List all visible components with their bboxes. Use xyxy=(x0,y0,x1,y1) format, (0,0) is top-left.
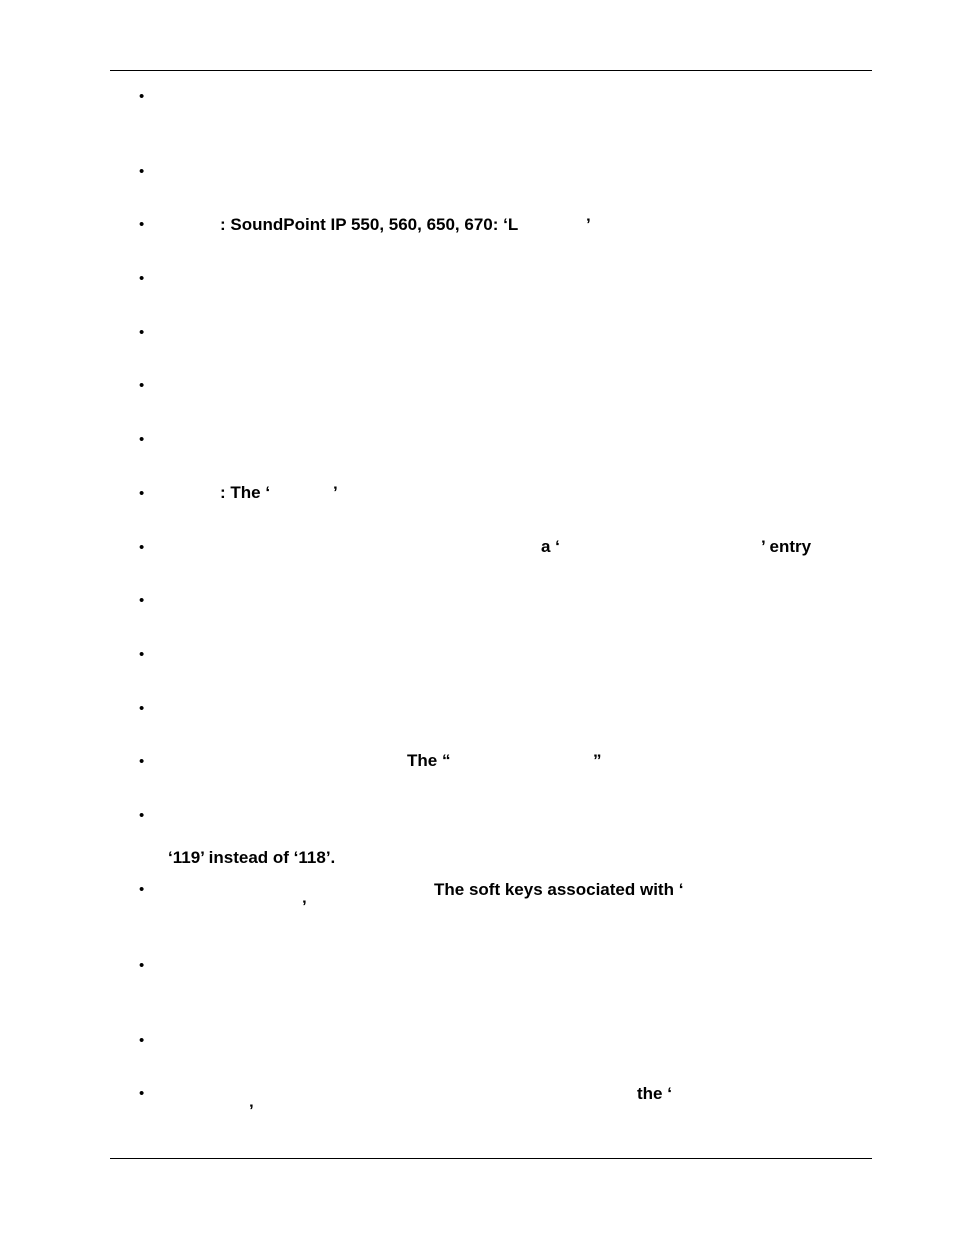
item-9-fragment-1: a ‘ xyxy=(541,537,560,556)
item-8-fragment-1: : The ‘ xyxy=(220,483,271,502)
item-15-fragment-1: The soft keys associated with ‘ xyxy=(434,880,684,899)
item-3-fragment-1: : SoundPoint IP 550, 560, 650, 670: ‘L xyxy=(220,215,519,234)
item-8-fragment-2: ’ xyxy=(333,483,338,502)
footer-rule xyxy=(110,1158,872,1159)
item-18-fragment-2: ’ xyxy=(249,1101,254,1120)
bullet-9: • xyxy=(139,539,145,556)
bullet-5: • xyxy=(139,324,145,341)
bullet-7: • xyxy=(139,431,145,448)
bullet-15: • xyxy=(139,881,145,898)
bullet-13: • xyxy=(139,753,145,770)
bullet-16: • xyxy=(139,957,145,974)
bullet-6: • xyxy=(139,377,145,394)
bullet-14: • xyxy=(139,807,145,824)
bullet-18: • xyxy=(139,1085,145,1102)
bullet-1: • xyxy=(139,88,145,105)
bullet-4: • xyxy=(139,270,145,287)
item-15-fragment-2: ’ xyxy=(302,897,307,916)
bullet-2: • xyxy=(139,163,145,180)
bullet-3: • xyxy=(139,216,145,233)
bullet-10: • xyxy=(139,592,145,609)
item-18-fragment-1: the ‘ xyxy=(637,1084,672,1103)
item-9-fragment-2: ’ entry xyxy=(761,537,812,556)
bullet-12: • xyxy=(139,700,145,717)
item-13-fragment-1: The “ xyxy=(407,751,451,770)
item-3-fragment-2: ’ xyxy=(586,215,591,234)
bullet-11: • xyxy=(139,646,145,663)
bullet-17: • xyxy=(139,1032,145,1049)
item-14-fragment-1: ‘119’ instead of ‘118’. xyxy=(168,848,336,867)
bullet-8: • xyxy=(139,485,145,502)
header-rule xyxy=(110,70,872,71)
item-13-fragment-2: ” xyxy=(593,751,602,770)
